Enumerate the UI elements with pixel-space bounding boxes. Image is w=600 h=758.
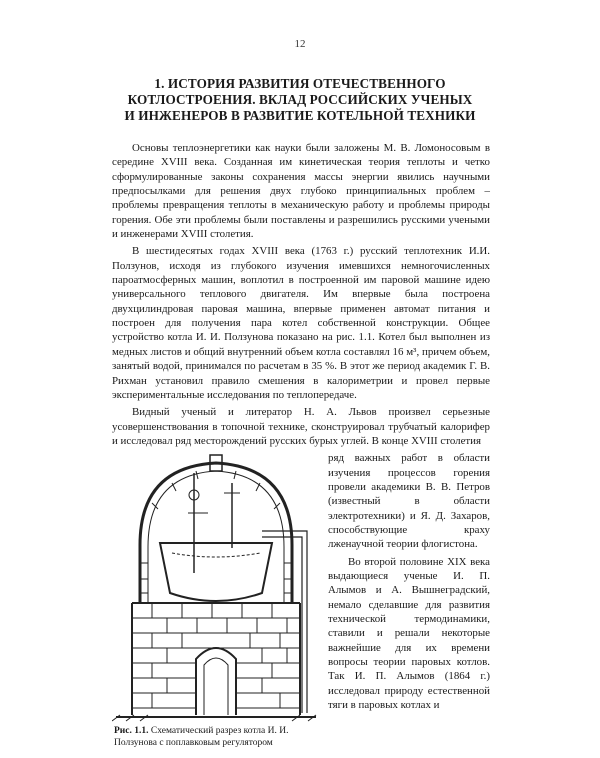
chapter-title — [120, 76, 480, 124]
page-number: 12 — [294, 38, 306, 50]
boiler-cross-section-drawing — [112, 453, 320, 723]
boiler-figure — [112, 453, 320, 758]
title-line-2: КОТЛОСТРОЕНИЯ. ВКЛАД РОССИЙСКИХ УЧЕНЫХ — [127, 92, 473, 107]
figure-caption — [114, 725, 320, 749]
paragraph-2: В шестидесятых годах XVIII века (1763 г.) русский теплотехник И.И. Ползунов, исходя из глубокого изучения имевшихся немногочисленных пароатмосферных машин, воплотил в построенной им паровой машине идею универсального теплового двигателя. Им впервые была построена двухцилиндровая паровая машина, впервые применен автомат питания и построен для получения пара котел собственной конструкции. Общее устройство котла И. И. Ползунова показано на рис. 1.1. Котел был выполнен из медных листов и общий внутренний объем котла составлял 16 м³, причем объем, занятый водой, принимался по расчетам в 35 %. В этот же период академик Г. В. Рихман установил правило смешения в калориметрии и провел первые экспериментальные исследования по теплопередаче. — [112, 245, 490, 401]
paragraph-4: Во второй половине XIX века выдающиеся ученые И. П. Алымов и А. Вышнеградский, немало сделавшие для развития технической термодинамики, ставили и решали некоторые важнейшие для их времени вопросы теории паровых котлов. Так И. П. Алымов (1864 г.) исследовал природу естественной тяги в паровых котлах и — [328, 555, 490, 712]
paragraph-3-continued: ряд важных работ в области изучения процессов горения провели академики В. В. Петров (известный в области электротехники) и Я. Д. Захаров, способствующие краху лженаучной теории флогистона. — [328, 452, 490, 551]
caption-text: Схематический разрез котла И. И. Ползунова с поплавковым регулятором — [114, 726, 289, 749]
paragraph-3-text: Видный ученый и литератор Н. А. Львов произвел серьезные усовершенствования в топочной технике, сконструировал трубчатый калорифер и исследовал ряд месторождений русских бурых углей. В конце XVIII столетия — [112, 406, 490, 447]
title-line-3: И ИНЖЕНЕРОВ В РАЗВИТИЕ КОТЕЛЬНОЙ ТЕХНИКИ — [124, 108, 476, 123]
body-text — [112, 141, 490, 758]
title-line-1: 1. ИСТОРИЯ РАЗВИТИЯ ОТЕЧЕСТВЕННОГО — [154, 76, 446, 91]
paragraph-3 — [112, 405, 490, 448]
caption-label: Рис. 1.1. — [114, 726, 149, 737]
paragraph-1: Основы теплоэнергетики как науки были заложены М. В. Ломоносовым в середине XVIII века. Созданная им кинетическая теория теплоты и четко сформулированные законы сохранения массы энергии явились научными предпосылками для решения двух глубоко принципиальных проблем – проблемы превращения теплоты в механическую работу и проблемы природы горения. Обе эти проблемы были поставлены и разрешились русскими учеными и инженерами XVIII столетия. — [112, 142, 490, 241]
